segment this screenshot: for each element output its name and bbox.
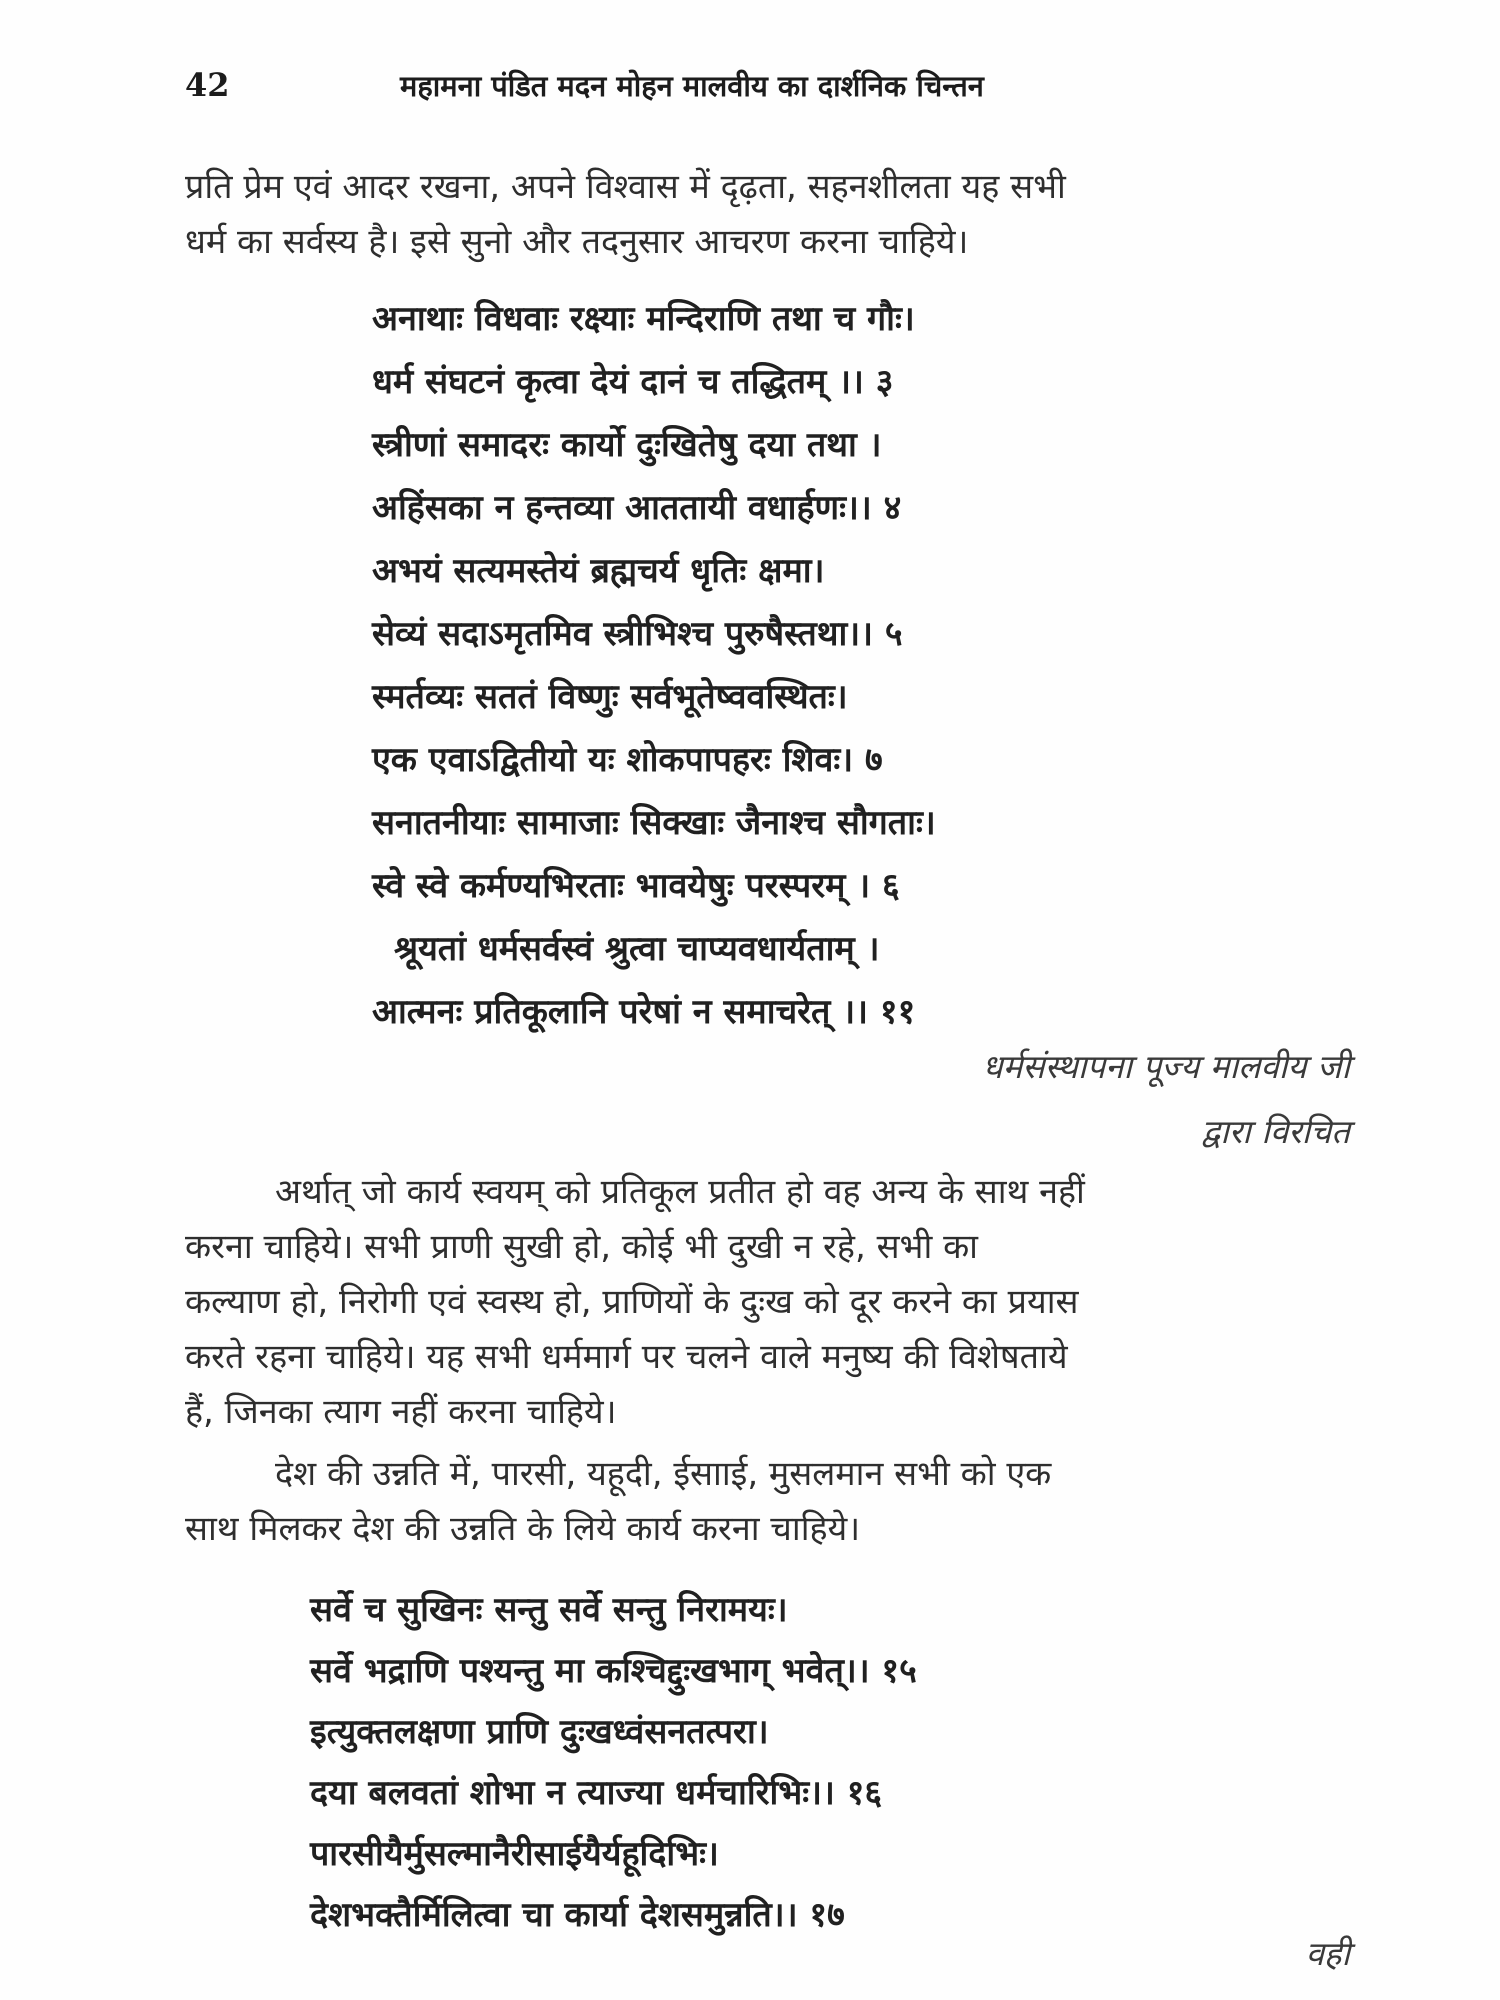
- verse-line: पारसीयैर्मुसल्मानैरीसाईयैर्यहूदिभिः।: [310, 1834, 719, 1874]
- intro-line: प्रति प्रेम एवं आदर रखना, अपने विश्वास में दृढ़ता, सहनशीलता यह सभी: [185, 167, 1066, 207]
- verse-line: अभयं सत्यमस्तेयं ब्रह्मचर्य धृतिः क्षमा।: [372, 551, 825, 591]
- paragraph-1: [185, 1165, 1350, 1440]
- paragraph-line: साथ मिलकर देश की उन्नति के लिये कार्य करना चाहिये।: [185, 1509, 861, 1549]
- verse-line: स्त्रीणां समादरः कार्यो दुःखितेषु दया तथा ।: [372, 425, 882, 465]
- verse-line: स्मर्तव्यः सततं विष्णुः सर्वभूतेष्ववस्थितः।: [372, 677, 848, 717]
- intro-text: [185, 160, 1350, 270]
- running-title: महामना पंडित मदन मोहन मालवीय का दार्शनिक चिन्तन: [400, 69, 984, 103]
- verse-line: धर्म संघटनं कृत्वा देयं दानं च तद्धितम् ।। ३: [372, 362, 894, 402]
- paragraph-2: [185, 1447, 1350, 1557]
- attribution-2: वही: [1305, 1934, 1350, 1973]
- verse-line: आत्मनः प्रतिकूलानि परेषां न समाचरेत् ।। ११: [372, 992, 916, 1032]
- paragraph-line: हैं, जिनका त्याग नहीं करना चाहिये।: [185, 1392, 617, 1432]
- attribution-line-2: द्वारा विरचित: [1201, 1112, 1350, 1151]
- paragraph-line: अर्थात् जो कार्य स्वयम् को प्रतिकूल प्रतीत हो वह अन्य के साथ नहीं: [275, 1172, 1085, 1212]
- paragraph-line: करते रहना चाहिये। यह सभी धर्ममार्ग पर चलने वाले मनुष्य की विशेषताये: [185, 1337, 1068, 1377]
- verse-line: देशभक्तैर्मिलित्वा चा कार्या देशसमुन्नति।। १७: [310, 1895, 845, 1935]
- verse-line: सर्वे च सुखिनः सन्तु सर्वे सन्तु निरामयः।: [310, 1590, 788, 1630]
- intro-line: धर्म का सर्वस्य है। इसे सुनो और तदनुसार आचरण करना चाहिये।: [185, 222, 969, 262]
- verse-line: एक एवाऽद्वितीयो यः शोकपापहरः शिवः। ७: [372, 740, 883, 780]
- verse-block-1: [372, 288, 936, 1044]
- verse-line: अनाथाः विधवाः रक्ष्याः मन्दिराणि तथा च गौः।: [372, 299, 915, 339]
- verse-line: सेव्यं सदाऽमृतमिव स्त्रीभिश्च पुरुषैस्तथा।। ५: [372, 614, 903, 654]
- paragraph-line: देश की उन्नति में, पारसी, यहूदी, ईसााई, मुसलमान सभी को एक: [275, 1454, 1052, 1494]
- page-header: [185, 66, 1315, 126]
- verse-line: अहिंसका न हन्तव्या आततायी वधार्हणः।। ४: [372, 488, 902, 528]
- paragraph-line: कल्याण हो, निरोगी एवं स्वस्थ हो, प्राणियों के दुःख को दूर करने का प्रयास: [185, 1282, 1079, 1322]
- verse-line: इत्युक्तलक्षणा प्राणि दुःखध्वंसनतत्परा।: [310, 1712, 769, 1752]
- page-number: 42: [185, 66, 230, 104]
- verse-line: सनातनीयाः सामाजाः सिक्खाः जैनाश्च सौगताः।: [372, 803, 936, 843]
- attribution-line-1: धर्मसंस्थापना पूज्य मालवीय जी: [982, 1047, 1350, 1086]
- verse-block-2: [310, 1580, 917, 1946]
- verse-line: दया बलवतां शोभा न त्याज्या धर्मचारिभिः।। १६: [310, 1773, 883, 1813]
- verse-line: श्रूयतां धर्मसर्वस्वं श्रुत्वा चाप्यवधार्यताम् ।: [394, 929, 880, 969]
- verse-line: स्वे स्वे कर्मण्यभिरताः भावयेषुः परस्परम् । ६: [372, 866, 900, 906]
- verse-line: सर्वे भद्राणि पश्यन्तु मा कश्चिद्दुःखभाग् भवेत्।। १५: [310, 1651, 917, 1691]
- paragraph-line: करना चाहिये। सभी प्राणी सुखी हो, कोई भी दुखी न रहे, सभी का: [185, 1227, 978, 1267]
